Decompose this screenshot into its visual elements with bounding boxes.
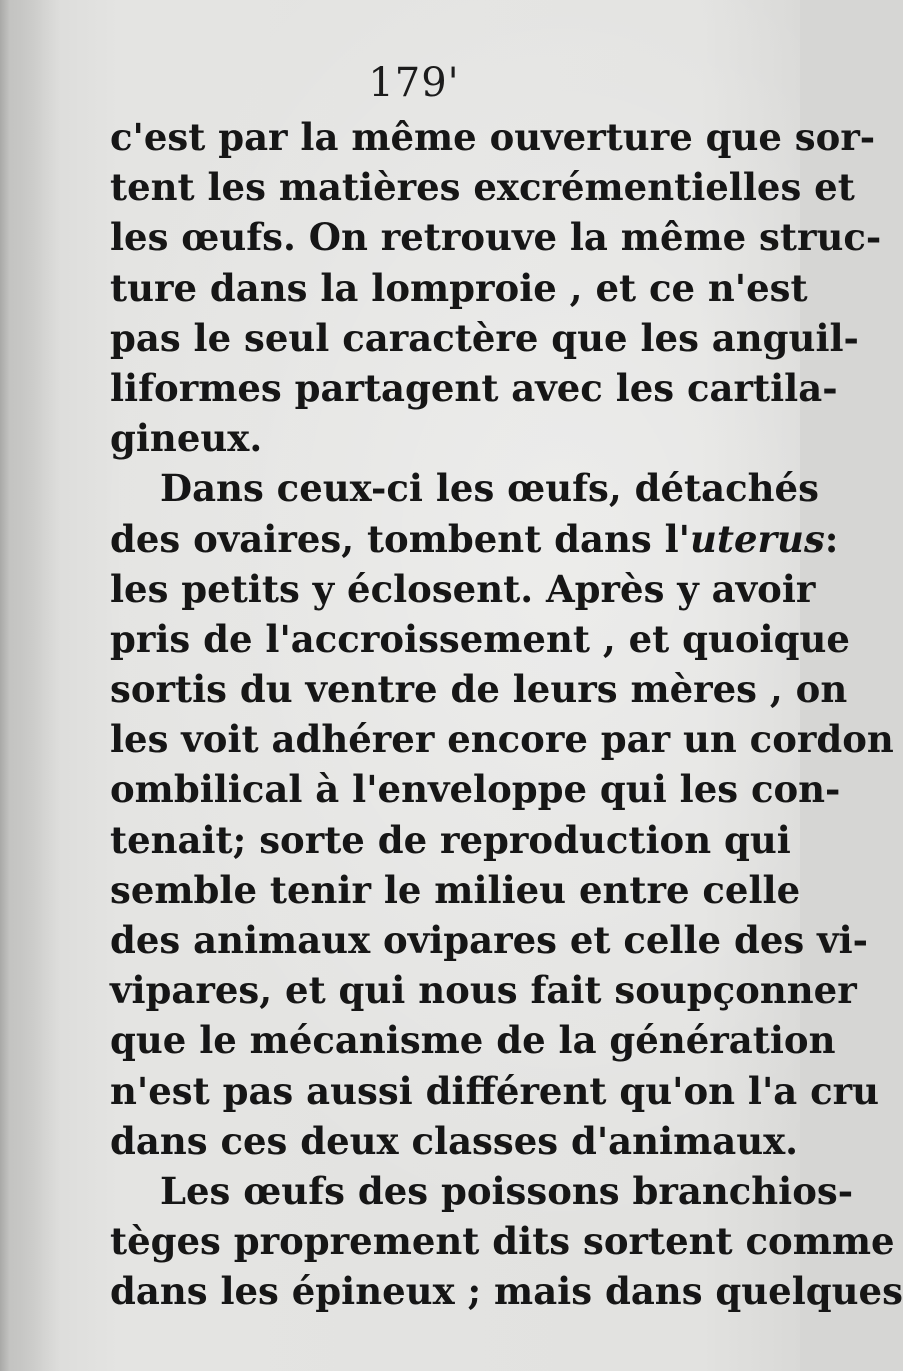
text-line: les petits y éclosent. Après y avoir	[110, 566, 816, 611]
text-line: les œufs. On retrouve la même struc-	[110, 215, 882, 260]
text-line: tenait; sorte de reproduction qui	[110, 817, 791, 862]
text-line: ombilical à l'enveloppe qui les con-	[110, 767, 841, 812]
text-line: les voit adhérer encore par un cordon	[110, 717, 894, 762]
text-line: semble tenir le milieu entre celle	[110, 867, 801, 912]
text-line: des animaux ovipares et celle des vi-	[110, 918, 868, 962]
body-text	[110, 112, 903, 1317]
text-line: c'est par la même ouverture que sor-	[110, 115, 876, 159]
text-line: ture dans la lomproie , et ce n'est	[110, 265, 808, 310]
text-line: que le mécanisme de la génération	[110, 1018, 836, 1063]
text-line	[110, 514, 839, 564]
text-line: gineux.	[110, 416, 263, 461]
text-line: pas le seul caractère que les anguil-	[110, 315, 859, 360]
page-gutter-shadow	[0, 0, 60, 1371]
text-line: liformes partagent avec les cartila-	[110, 365, 838, 410]
text-line: tent les matières excrémentielles et	[110, 165, 855, 210]
page-number: 179'	[368, 60, 460, 106]
text-line: sortis du ventre de leurs mères , on	[110, 667, 848, 712]
text-line: tèges proprement dits sortent comme	[110, 1219, 895, 1264]
text-line: n'est pas aussi différent qu'on l'a cru	[110, 1068, 880, 1113]
text-line: dans les épineux ; mais dans quelques	[110, 1269, 903, 1314]
text-line: dans ces deux classes d'animaux.	[110, 1118, 799, 1163]
text-line: vipares, et qui nous fait soupçonner	[110, 968, 857, 1013]
text-segment: des ovaires, tombent dans l'	[110, 516, 691, 561]
text-line: Les œufs des poissons branchios-	[160, 1168, 854, 1213]
italic-word: uterus	[690, 516, 825, 561]
text-line: Dans ceux-ci les œufs, détachés	[160, 466, 819, 511]
text-line: pris de l'accroissement , et quoique	[110, 616, 850, 661]
text-segment: :	[824, 516, 839, 561]
